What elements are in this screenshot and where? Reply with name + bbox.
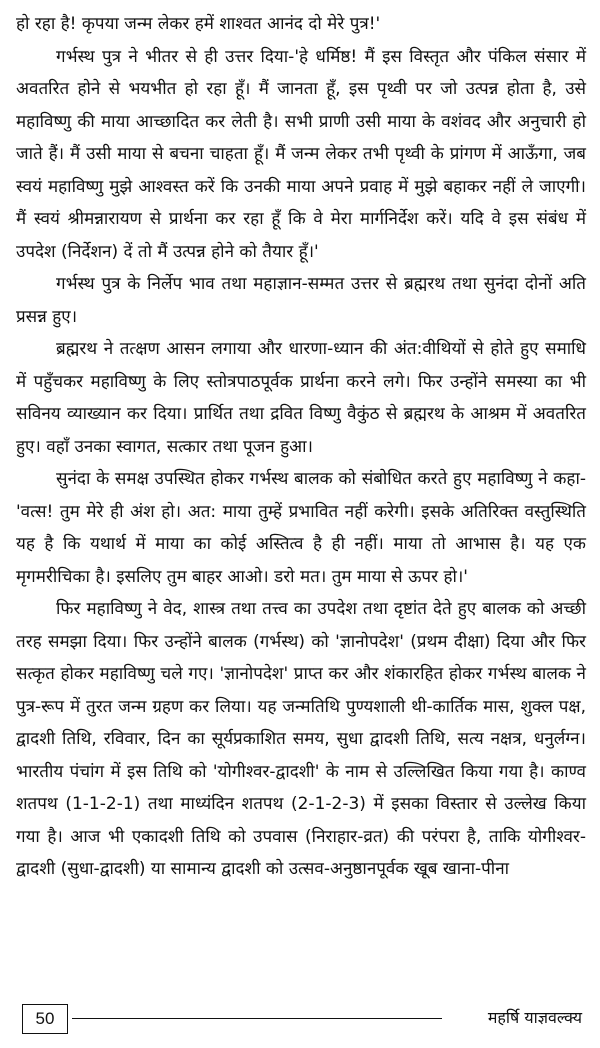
paragraph: सुनंदा के समक्ष उपस्थित होकर गर्भस्थ बालक को संबोधित करते हुए महाविष्णु ने कहा-'वत्स! तुम मेरे ही अंश हो। अत: माया तुम्हें प्रभावित नहीं करेगी। इसके अतिरिक्त वस्तुस्थिति यह है कि यथार्थ में माया का कोई अस्तित्व है ही नहीं। माया तो आभास है। यह एक मृगमरीचिका है। इसलिए तुम बाहर आओ। डरो मत। तुम माया से ऊपर हो।' <box>16 469 586 587</box>
running-title: महर्षि याज्ञवल्क्य <box>487 1008 582 1027</box>
page-number: 50 <box>22 1004 68 1034</box>
page-footer <box>22 1004 582 1038</box>
paragraph: गर्भस्थ पुत्र ने भीतर से ही उत्तर दिया-'हे धर्मिष्ठ! मैं इस विस्तृत और पंकिल संसार में अवतरित होने से भयभीत हो रहा हूँ। मैं जानता हूँ, इस पृथ्वी पर जो उत्पन्न होता है, उसे महाविष्णु की माया आच्छादित कर लेती है। सभी प्राणी उसी माया के वशंवद और अनुचारी हो जाते हैं। मैं उसी माया से बचना चाहता हूँ। मैं जन्म लेकर तभी पृथ्वी के प्रांगण में आऊँगा, जब स्वयं महाविष्णु मुझे आश्वस्त करें कि उनकी माया अपने प्रवाह में मुझे बहाकर नहीं ले जाएगी। मैं स्वयं श्रीमन्नारायण से प्रार्थना कर रहा हूँ कि वे मेरा मार्गनिर्देश करें। यदि वे इस संबंध में उपदेश (निर्देशन) दें तो मैं उत्पन्न होने को तैयार हूँ।' <box>16 46 586 262</box>
paragraph: गर्भस्थ पुत्र के निर्लेप भाव तथा महाज्ञान-सम्मत उत्तर से ब्रह्मरथ तथा सुनंदा दोनों अति प्रसन्न हुए। <box>16 274 586 327</box>
footer-divider <box>72 1018 442 1019</box>
page-body <box>16 8 586 886</box>
paragraph: फिर महाविष्णु ने वेद, शास्त्र तथा तत्त्व का उपदेश तथा दृष्टांत देते हुए बालक को अच्छी तरह समझा दिया। फिर उन्होंने बालक (गर्भस्थ) को 'ज्ञानोपदेश' (प्रथम दीक्षा) दिया और फिर सत्कृत होकर महाविष्णु चले गए। 'ज्ञानोपदेश' प्राप्त कर और शंकारहित होकर गर्भस्थ बालक ने पुत्र-रूप में तुरत जन्म ग्रहण कर लिया। यह जन्मतिथि पुण्यशाली थी-कार्तिक मास, शुक्ल पक्ष, द्वादशी तिथि, रविवार, दिन का सूर्यप्रकाशित समय, सुधा द्वादशी तिथि, सत्य नक्षत्र, धनुर्लग्न। भारतीय पंचांग में इस तिथि को 'योगीश्वर-द्वादशी' के नाम से उल्लिखित किया गया है। काण्व शतपथ (1-1-2-1) तथा माध्यंदिन शतपथ (2-1-2-3) में इसका विस्तार से उल्लेख किया गया है। आज भी एकादशी तिथि को उपवास (निराहार-व्रत) की परंपरा है, ताकि योगीश्वर-द्वादशी (सुधा-द्वादशी) या सामान्य द्वादशी को उत्सव-अनुष्ठानपूर्वक खूब खाना-पीना <box>16 599 586 879</box>
paragraph: ब्रह्मरथ ने तत्क्षण आसन लगाया और धारणा-ध्यान की अंत:वीथियों से होते हुए समाधि में पहुँचकर महाविष्णु के लिए स्तोत्रपाठपूर्वक प्रार्थना करने लगे। फिर उन्होंने समस्या का भी सविनय व्याख्यान कर दिया। प्रार्थित तथा द्रवित विष्णु वैकुंठ से ब्रह्मरथ के आश्रम में अवतरित हुए। वहाँ उनका स्वागत, सत्कार तथा पूजन हुआ। <box>16 339 586 457</box>
paragraph: हो रहा है! कृपया जन्म लेकर हमें शाश्वत आनंद दो मेरे पुत्र!' <box>16 14 381 34</box>
